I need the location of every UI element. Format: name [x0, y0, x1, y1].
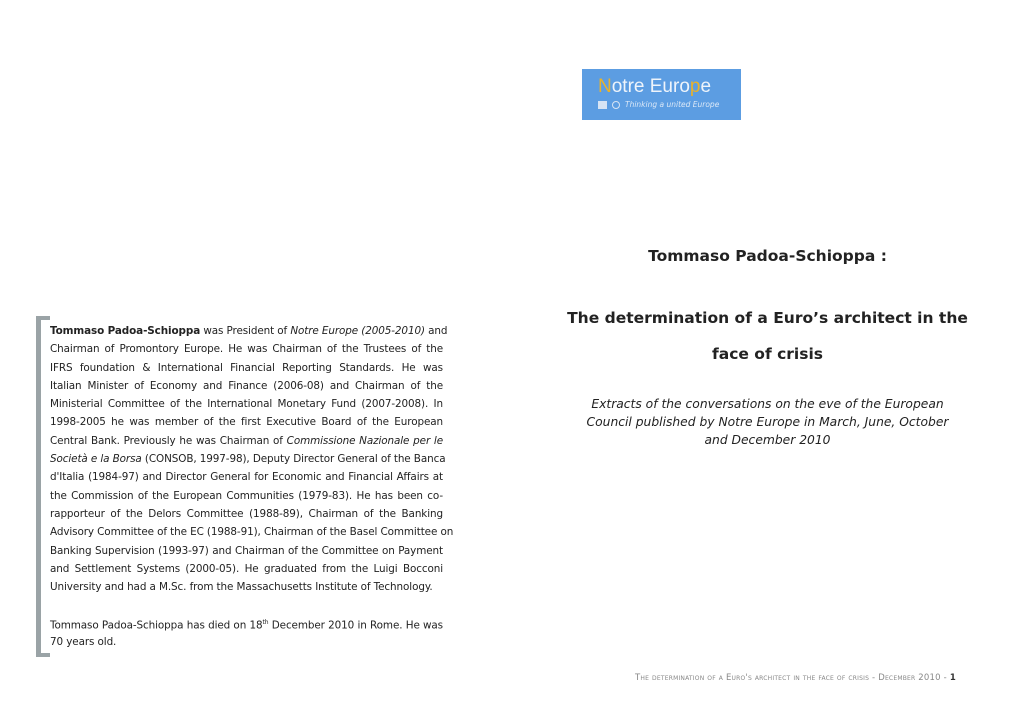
tagline-text: Thinking a united Europe	[625, 100, 720, 109]
bio-line	[50, 523, 454, 541]
bio-line	[50, 487, 443, 505]
bio-text: Tommaso Padoa-Schioppa has died on 18	[50, 619, 263, 632]
bio-text: d'Italia (1984-97) and Director General for Economic and Financial Affairs at	[50, 471, 443, 484]
bio-text: the Commission of the European Communities (1979-83). He has been co-	[50, 489, 443, 502]
bio-text: (CONSOB, 1997-98), Deputy Director General of the Banca	[141, 453, 446, 466]
bio-text: 1998-2005 he was member of the first Executive Board of the European	[50, 416, 443, 429]
bio-text: Italian Minister of Economy and Finance (2006-08) and Chairman of the	[50, 379, 443, 392]
bio-text: Advisory Committee of the EC (1988-91), Chairman of the Basel Committee on	[50, 526, 454, 539]
page-footer	[635, 673, 956, 683]
bio-line	[50, 413, 443, 431]
subtitle-line: and December 2010	[704, 433, 831, 447]
paragraph-gap	[50, 596, 443, 614]
bio-line	[50, 633, 443, 651]
page-number: 1	[949, 673, 956, 683]
bio-text: was President of	[200, 325, 291, 337]
bio-line	[50, 578, 443, 596]
bio-text: Tommaso Padoa-Schioppa	[50, 325, 201, 337]
bio-line	[50, 505, 443, 523]
bio-text: December 2010 in Rome. He was	[268, 619, 443, 632]
logo-text: otre Euro	[611, 76, 690, 97]
subtitle-line: Council published by Notre Europe in March, June, October	[586, 415, 949, 429]
bio-text: Ministerial Committee of the International Monetary Fund (2007-2008). In	[50, 398, 443, 411]
flag-icon	[598, 101, 607, 109]
bio-line	[50, 395, 443, 413]
bio-line	[50, 468, 443, 486]
bio-text: Commissione Nazionale per le	[286, 434, 443, 447]
bio-line	[50, 377, 443, 395]
bio-line	[50, 450, 446, 468]
bio-text: Chairman of Promontory Europe. He was Chairman of the Trustees of the	[50, 343, 443, 356]
bio-text: IFRS foundation & International Financial Reporting Standards. He was	[50, 361, 443, 374]
document-title	[560, 300, 975, 372]
notre-europe-logo	[582, 69, 741, 120]
bio-text: Banking Supervision (1993-97) and Chairman of the Committee on Payment	[50, 544, 443, 557]
logo-name	[598, 76, 711, 98]
bio-text: 70 years old.	[50, 635, 117, 648]
logo-letter: p	[689, 76, 701, 97]
bio-line	[50, 542, 443, 560]
circle-icon	[612, 101, 620, 109]
bio-line	[50, 340, 443, 358]
bio-text: Notre Europe (2005-2010)	[290, 325, 425, 337]
author-heading: Tommaso Padoa-Schioppa :	[648, 247, 887, 265]
bio-text: University and had a M.Sc. from the Massachusetts Institute of Technology.	[50, 581, 433, 594]
logo-letter: N	[598, 76, 612, 97]
bio-line	[50, 560, 443, 578]
bio-text: Società e la Borsa	[50, 453, 142, 466]
bio-text: and Settlement Systems (2000-05). He graduated from the Luigi Bocconi	[50, 562, 443, 575]
bio-line	[50, 359, 443, 377]
bio-text: th	[262, 619, 269, 627]
title-line: The determination of a Euro’s architect in the	[567, 309, 968, 327]
footer-text: The determination of a Euro's architect in the face of crisis - December 2010 -	[635, 673, 947, 683]
bio-text: rapporteur of the Delors Committee (1988-89), Chairman of the Banking	[50, 507, 443, 520]
subtitle	[560, 395, 975, 449]
bio-line	[50, 322, 448, 340]
bio-line	[50, 432, 443, 450]
biography	[50, 322, 454, 651]
bio-text: and	[424, 325, 448, 337]
bio-line	[50, 614, 443, 632]
bio-bracket	[36, 316, 50, 657]
title-line: face of crisis	[712, 345, 823, 363]
subtitle-line: Extracts of the conversations on the eve of the European	[591, 397, 944, 411]
logo-text: e	[700, 76, 712, 97]
logo-tagline	[598, 100, 719, 109]
bio-text: Central Bank. Previously he was Chairman of	[50, 434, 287, 447]
